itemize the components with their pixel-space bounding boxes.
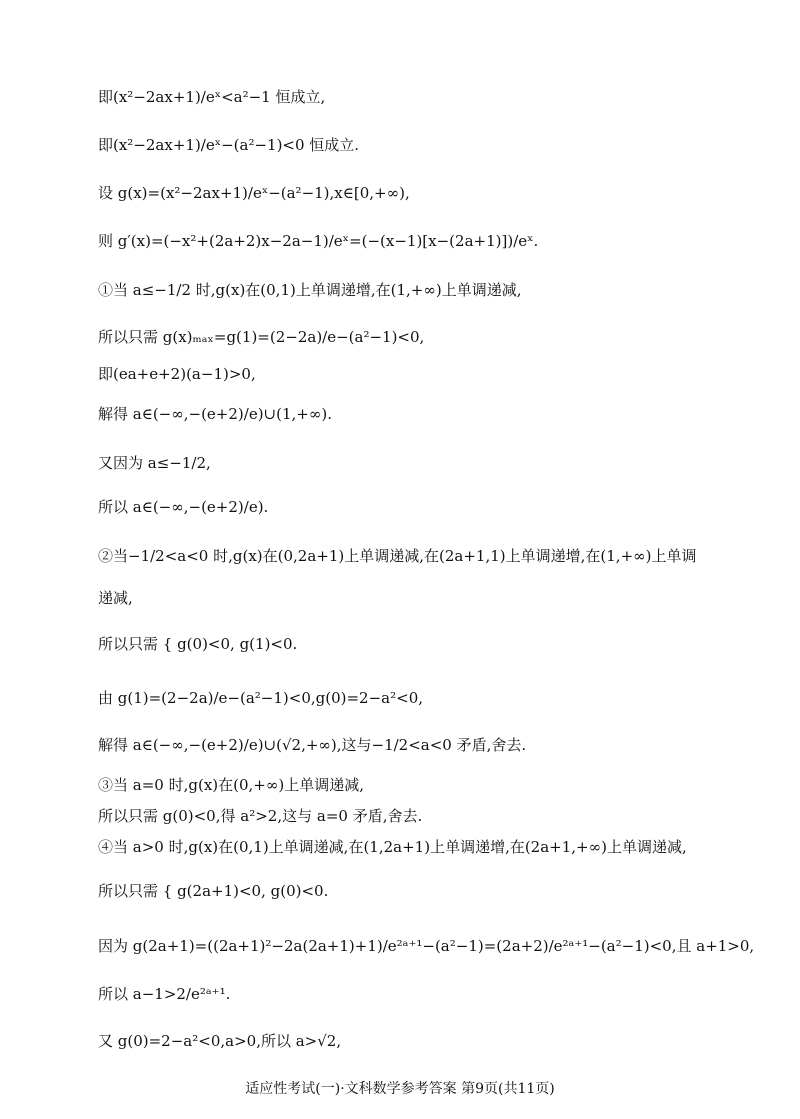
text-line: ①当 a≤−1/2 时,g(x)在(0,1)上单调递增,在(1,+∞)上单调递减,: [98, 281, 522, 299]
text-line: 所以只需 { g(2a+1)<0, g(0)<0.: [98, 882, 329, 900]
text-line: 解得 a∈(−∞,−(e+2)/e)∪(√2,+∞),这与−1/2<a<0 矛盾,舍去.: [98, 736, 527, 754]
text-line: 又因为 a≤−1/2,: [98, 454, 211, 472]
text-line: 由 g(1)=(2−2a)/e−(a²−1)<0,g(0)=2−a²<0,: [98, 689, 424, 707]
text-line: ④当 a>0 时,g(x)在(0,1)上单调递减,在(1,2a+1)上单调递增,在(2a+1,+∞)上单调递减,: [98, 838, 687, 856]
text-line: 设 g(x)=(x²−2ax+1)/eˣ−(a²−1),x∈[0,+∞),: [98, 184, 410, 202]
text-line: 递减,: [98, 589, 133, 607]
text-line: 所以只需 g(0)<0,得 a²>2,这与 a=0 矛盾,舍去.: [98, 807, 423, 825]
text-line: 解得 a∈(−∞,−(e+2)/e)∪(1,+∞).: [98, 405, 332, 423]
text-line: 所以只需 g(x)ₘₐₓ=g(1)=(2−2a)/e−(a²−1)<0,: [98, 328, 425, 346]
text-line: ②当−1/2<a<0 时,g(x)在(0,2a+1)上单调递减,在(2a+1,1)上单调递增,在(1,+∞)上单调: [98, 547, 697, 565]
text-line: 又 g(0)=2−a²<0,a>0,所以 a>√2,: [98, 1032, 342, 1050]
text-line: 因为 g(2a+1)=((2a+1)²−2a(2a+1)+1)/e²ᵃ⁺¹−(a²−1)=(2a+2)/e²ᵃ⁺¹−(a²−1)<0,且 a+1>0,: [98, 937, 755, 955]
text-line: 即(x²−2ax+1)/eˣ<a²−1 恒成立,: [98, 88, 326, 106]
text-line: 所以 a∈(−∞,−(e+2)/e).: [98, 498, 269, 516]
text-line: 即(x²−2ax+1)/eˣ−(a²−1)<0 恒成立.: [98, 136, 360, 154]
text-line: 则 g′(x)=(−x²+(2a+2)x−2a−1)/eˣ=(−(x−1)[x−(2a+1)])/eˣ.: [98, 232, 539, 250]
text-line: 所以只需 { g(0)<0, g(1)<0.: [98, 635, 298, 653]
text-line: 即(ea+e+2)(a−1)>0,: [98, 365, 256, 383]
text-line: ③当 a=0 时,g(x)在(0,+∞)上单调递减,: [98, 776, 364, 794]
page-footer: 适应性考试(一)·文科数学参考答案 第9页(共11页): [245, 1081, 555, 1097]
text-line: 所以 a−1>2/e²ᵃ⁺¹.: [98, 985, 231, 1003]
